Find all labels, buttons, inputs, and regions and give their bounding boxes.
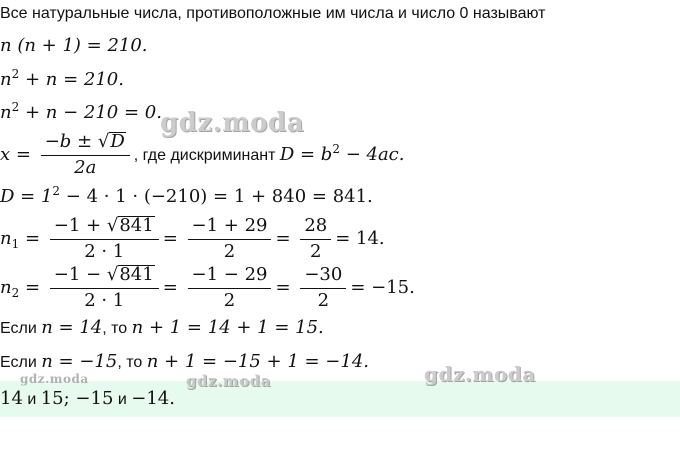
equation-3 <box>0 100 162 123</box>
root-1-result: = 14. <box>335 228 385 250</box>
case-2-math-2: n + 1 = −15 + 1 = −14. <box>146 351 370 372</box>
root-2-fraction-3-den: 2 <box>317 289 330 311</box>
equation-3-base: n <box>0 102 12 123</box>
discriminant-def-power: 2 <box>332 142 340 157</box>
case-1-word-2: , то <box>102 320 132 337</box>
watermark-main: gdz.moda <box>160 108 305 138</box>
formula-numerator <box>41 132 130 156</box>
equation-2 <box>0 67 124 90</box>
root-2-var: n <box>0 277 12 299</box>
root-2-eq-3: = <box>275 277 291 299</box>
discriminant-calc <box>0 184 373 207</box>
sqrt-sign: √ <box>97 131 110 152</box>
root-2-fraction-2 <box>188 265 272 311</box>
discriminant-pre: D = 1 <box>0 186 53 207</box>
case-2 <box>0 353 369 371</box>
root-1-var: n <box>0 228 12 250</box>
equation-2-power: 2 <box>11 67 20 81</box>
case-2-word-1: Если <box>0 354 42 371</box>
equation-2-rest: + n = 210. <box>19 69 124 90</box>
root-1-fraction-1-num <box>50 216 159 240</box>
root-2-f1-num-pre: −1 − <box>53 264 107 285</box>
root-2-result: = −15. <box>350 277 415 299</box>
root-2-fraction-3 <box>300 265 346 311</box>
discriminant-def-post: − 4ac. <box>339 144 405 166</box>
equation-2-base: n <box>0 69 12 90</box>
answer-math-1: 14 <box>0 388 23 409</box>
formula-fraction <box>41 132 130 178</box>
equation-1-text: n (n + 1) = 210. <box>0 35 148 56</box>
root-1-fraction-2-den: 2 <box>223 240 236 262</box>
root-2-eq: = <box>19 277 41 299</box>
root-2-fraction-1 <box>50 265 159 311</box>
sqrt-sign: √ <box>106 215 119 236</box>
equation-3-power: 2 <box>11 100 20 114</box>
root-2-fraction-2-num: −1 − 29 <box>188 265 272 289</box>
formula-numerator-pre: −b ± <box>44 131 98 152</box>
root-1-fraction-2-num: −1 + 29 <box>188 216 272 240</box>
watermark-right: gdz.moda <box>424 362 536 386</box>
root-1-fraction-1 <box>50 216 159 262</box>
answer-line <box>0 390 175 408</box>
case-1-math-2: n + 1 = 14 + 1 = 15. <box>131 317 324 338</box>
root-2-fraction-3-num: −30 <box>300 265 346 289</box>
answer-math-2: 15; −15 <box>40 388 114 409</box>
case-2-word-2: , то <box>117 354 147 371</box>
root-1-eq-3: = <box>275 228 291 250</box>
root-2-index: 2 <box>11 286 20 301</box>
root-1-fraction-2 <box>188 216 272 262</box>
root-2-radicand: 841 <box>119 264 154 285</box>
case-2-math-1: n = −15 <box>41 351 118 372</box>
root-1-fraction-3 <box>300 216 331 262</box>
root-1-eq: = <box>19 228 41 250</box>
formula-lhs: x = <box>0 144 31 166</box>
answer-math-3: −14. <box>131 388 175 409</box>
watermark-small: gdz.moda <box>20 372 89 386</box>
formula-text: , где дискриминант <box>133 147 280 165</box>
answer-word-1: и <box>22 391 41 408</box>
root-1-eq-2: = <box>162 228 178 250</box>
root-2-fraction-2-den: 2 <box>223 289 236 311</box>
intro-text: Все натуральные числа, противоположные им числа и число 0 называют <box>0 5 546 22</box>
formula-denominator <box>41 156 130 179</box>
root-1-index: 1 <box>11 237 20 252</box>
equation-3-rest: + n − 210 = 0. <box>19 102 162 123</box>
root-2 <box>0 265 415 311</box>
formula-radicand <box>109 132 125 152</box>
quadratic-formula <box>0 132 404 178</box>
root-2-eq-2: = <box>162 277 178 299</box>
root-2-fraction-1-num <box>50 265 159 289</box>
root-1-fraction-1-den: 2 · 1 <box>84 240 125 262</box>
discriminant-power: 2 <box>52 184 61 198</box>
answer-word-2: и <box>113 391 132 408</box>
case-1 <box>0 319 324 337</box>
formula-radicand-text: D <box>110 131 125 152</box>
root-2-fraction-1-den: 2 · 1 <box>84 289 125 311</box>
root-1-fraction-3-den: 2 <box>310 240 322 262</box>
watermark-center: gdz.moda <box>186 372 271 390</box>
case-1-math-1: n = 14 <box>41 317 103 338</box>
sqrt-sign: √ <box>106 264 119 285</box>
discriminant-def-pre: D = b <box>279 144 333 166</box>
root-1-fraction-3-num: 28 <box>300 216 331 240</box>
root-1-f1-num-pre: −1 + <box>53 215 107 236</box>
discriminant-rest: − 4 · 1 · (−210) = 1 + 840 = 841. <box>60 186 373 207</box>
formula-denominator-text: 2a <box>74 156 97 178</box>
case-1-word-1: Если <box>0 320 42 337</box>
root-1 <box>0 216 385 262</box>
root-1-radicand: 841 <box>119 215 154 236</box>
equation-1 <box>0 37 148 55</box>
